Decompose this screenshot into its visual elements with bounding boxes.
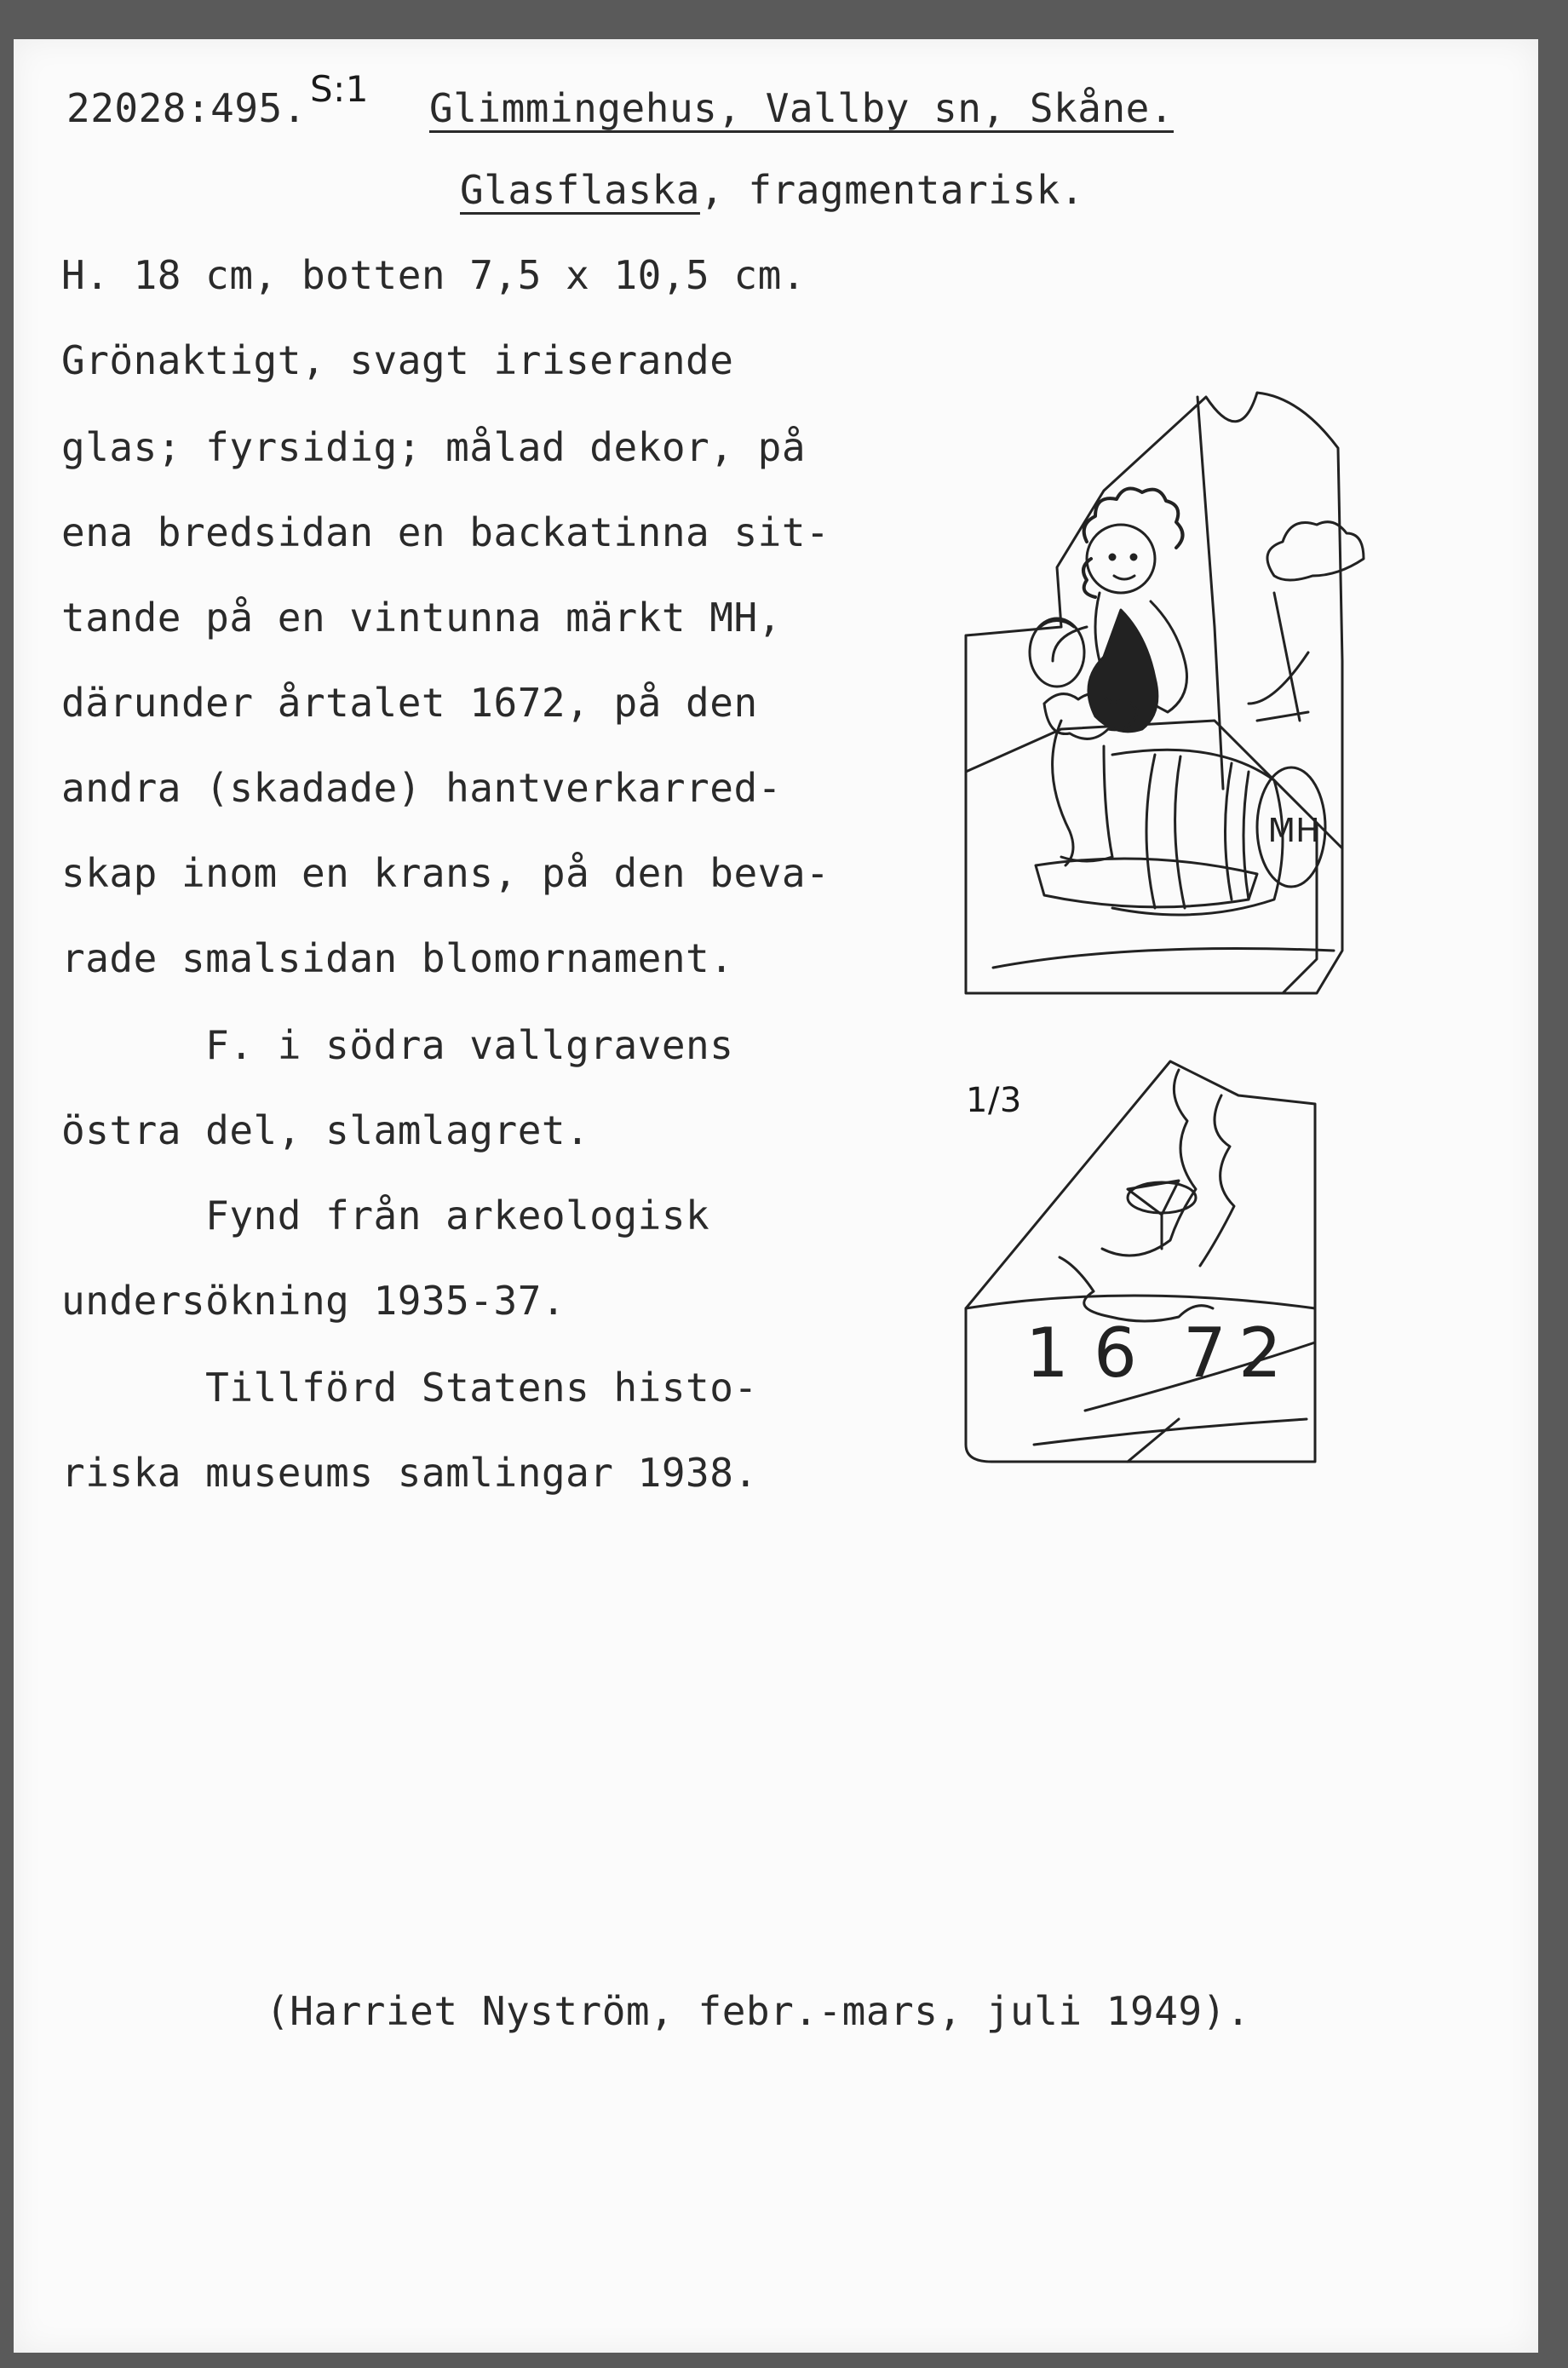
author-note: (Harriet Nyström, febr.-mars, juli 1949). [266,1988,1250,2034]
body-line: F. i södra vallgravens [61,1022,734,1068]
catalog-number: 22028:495. [66,85,307,131]
body-line: Fynd från arkeologisk [61,1193,710,1239]
body-line: riska museums samlingar 1938. [61,1450,758,1496]
barrel-mark: MH [1267,812,1320,849]
object-rest: , fragmentarisk. [699,167,1085,213]
body-line: glas; fyrsidig; målad dekor, på [61,424,807,470]
body-line: H. 18 cm, botten 7,5 x 10,5 cm. [61,252,807,298]
body-line: Grönaktigt, svagt iriserande [61,337,734,383]
bottle-fragment-year-drawing [957,1019,1332,1496]
catalog-card [14,39,1538,2353]
year-digit: 2 [1238,1313,1282,1393]
body-line: undersökning 1935-37. [61,1278,566,1324]
object-title [460,167,1085,213]
year-digit: 7 [1183,1313,1226,1393]
year-digit: 6 [1094,1313,1137,1393]
body-line: skap inom en krans, på den beva- [61,850,830,896]
body-line: andra (skadade) hantverkarred- [61,765,782,811]
year-digit: 1 [1025,1313,1069,1393]
body-line: tande på en vintunna märkt MH, [61,595,782,641]
location-heading: Glimmingehus, Vallby sn, Skåne. [429,85,1175,131]
body-line: ena bredsidan en backatinna sit- [61,509,830,555]
object-word: Glasflaska [460,167,700,213]
bottle-fragment-bacchante-drawing [959,346,1351,1027]
body-line: därunder årtalet 1672, på den [61,680,758,726]
body-line: rade smalsidan blomornament. [61,935,734,981]
scale-label: 1/3 [966,1081,1022,1120]
body-line: Tillförd Statens histo- [61,1365,758,1411]
catalog-suffix: S:1 [310,68,370,110]
body-line: östra del, slamlagret. [61,1107,590,1153]
